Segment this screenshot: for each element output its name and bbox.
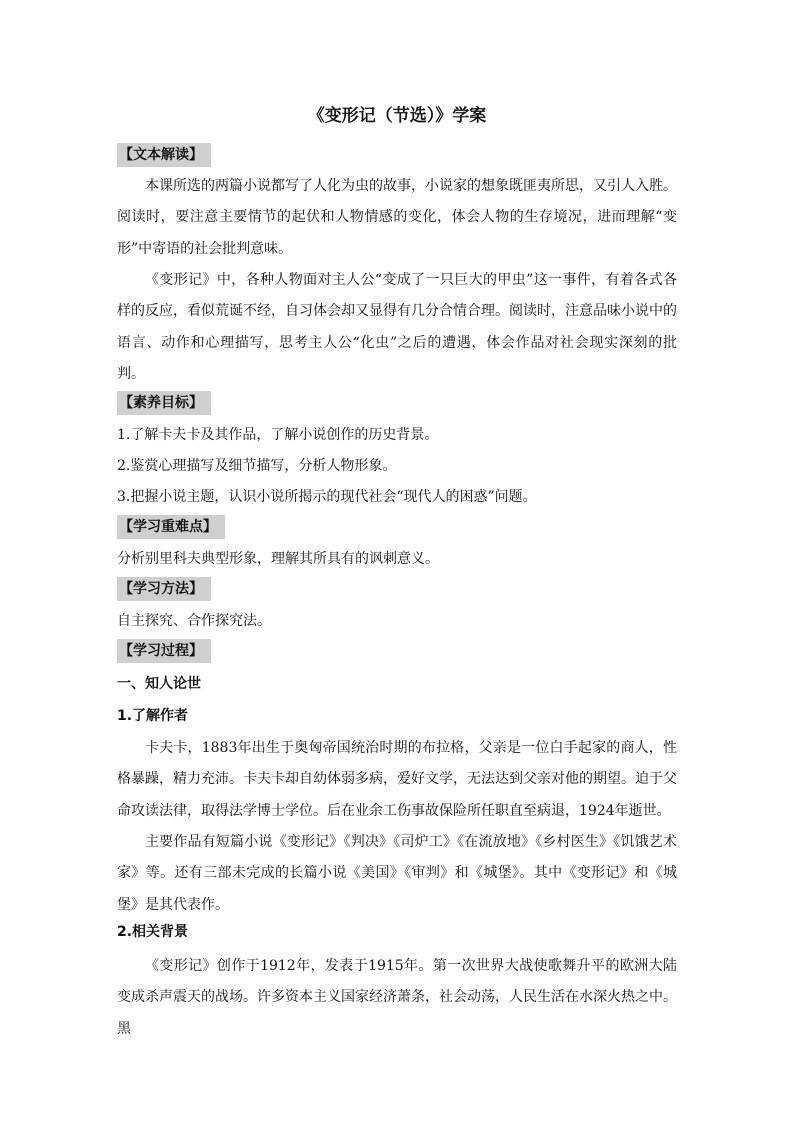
goal-item-1: 1.了解卡夫卡及其作品，了解小说创作的历史背景。 bbox=[117, 427, 439, 443]
key-points-text: 分析别里科夫典型形象，理解其所具有的讽刺意义。 bbox=[117, 551, 439, 567]
paragraph-author-2: 主要作品有短篇小说《变形记》《判决》《司炉工》《在流放地》《乡村医生》《饥饿艺术家》等。还有三部未完成的长篇小说《美国》《审判》和《城堡》。其中《变形记》和《城堡》是其代表作。 bbox=[117, 834, 677, 913]
method-text: 自主探究、合作探究法。 bbox=[117, 613, 271, 629]
paragraph-text-reading-2: 《变形记》中，各种人物面对主人公“变成了一只巨大的甲虫”这一事件，有着各式各样的反应，看似荒诞不经，自习体会却又显得有几分合情合理。阅读时，注意品味小说中的语言、动作和心理描写，思考主人公“化虫”之后的遭遇，体会作品对社会现实深刻的批判。 bbox=[117, 272, 677, 383]
paragraph-background-1: 《变形记》创作于1912年，发表于1915年。第一次世界大战使歌舞升平的欧洲大陆变成杀声震天的战场。许多资本主义国家经济萧条，社会动荡，人民生活在水深火热之中。黑 bbox=[117, 958, 677, 1037]
section-heading-goals: 【素养目标】 bbox=[117, 391, 211, 415]
goal-item-2: 2.鉴赏心理描写及细节描写，分析人物形象。 bbox=[117, 458, 397, 474]
goal-item-3: 3.把握小说主题，认识小说所揭示的现代社会“现代人的困惑”问题。 bbox=[117, 489, 537, 505]
section-heading-process: 【学习过程】 bbox=[117, 639, 211, 663]
process-sub-2-heading: 2.相关背景 bbox=[117, 924, 189, 940]
paragraph-author-1: 卡夫卡，1883年出生于奥匈帝国统治时期的布拉格，父亲是一位白手起家的商人，性格暴躁，精力充沛。卡夫卡却自幼体弱多病，爱好文学，无法达到父亲对他的期望。迫于父命攻读法律，取得法学博士学位。后在业余工伤事故保险所任职直至病退，1924年逝世。 bbox=[117, 740, 677, 819]
process-part-1-heading: 一、知人论世 bbox=[117, 676, 201, 692]
paragraph-text-reading-1: 本课所选的两篇小说都写了人化为虫的故事，小说家的想象既匪夷所思，又引人入胜。阅读时，要注意主要情节的起伏和人物情感的变化，体会人物的生存境况，进而理解“变形”中寄语的社会批判意味。 bbox=[117, 178, 677, 257]
process-sub-1-heading: 1.了解作者 bbox=[117, 708, 189, 724]
document-title: 《变形记（节选）》学案 bbox=[307, 106, 487, 126]
section-heading-text-reading: 【文本解读】 bbox=[117, 143, 211, 167]
section-heading-key-points: 【学习重难点】 bbox=[117, 515, 225, 539]
section-heading-method: 【学习方法】 bbox=[117, 577, 211, 601]
